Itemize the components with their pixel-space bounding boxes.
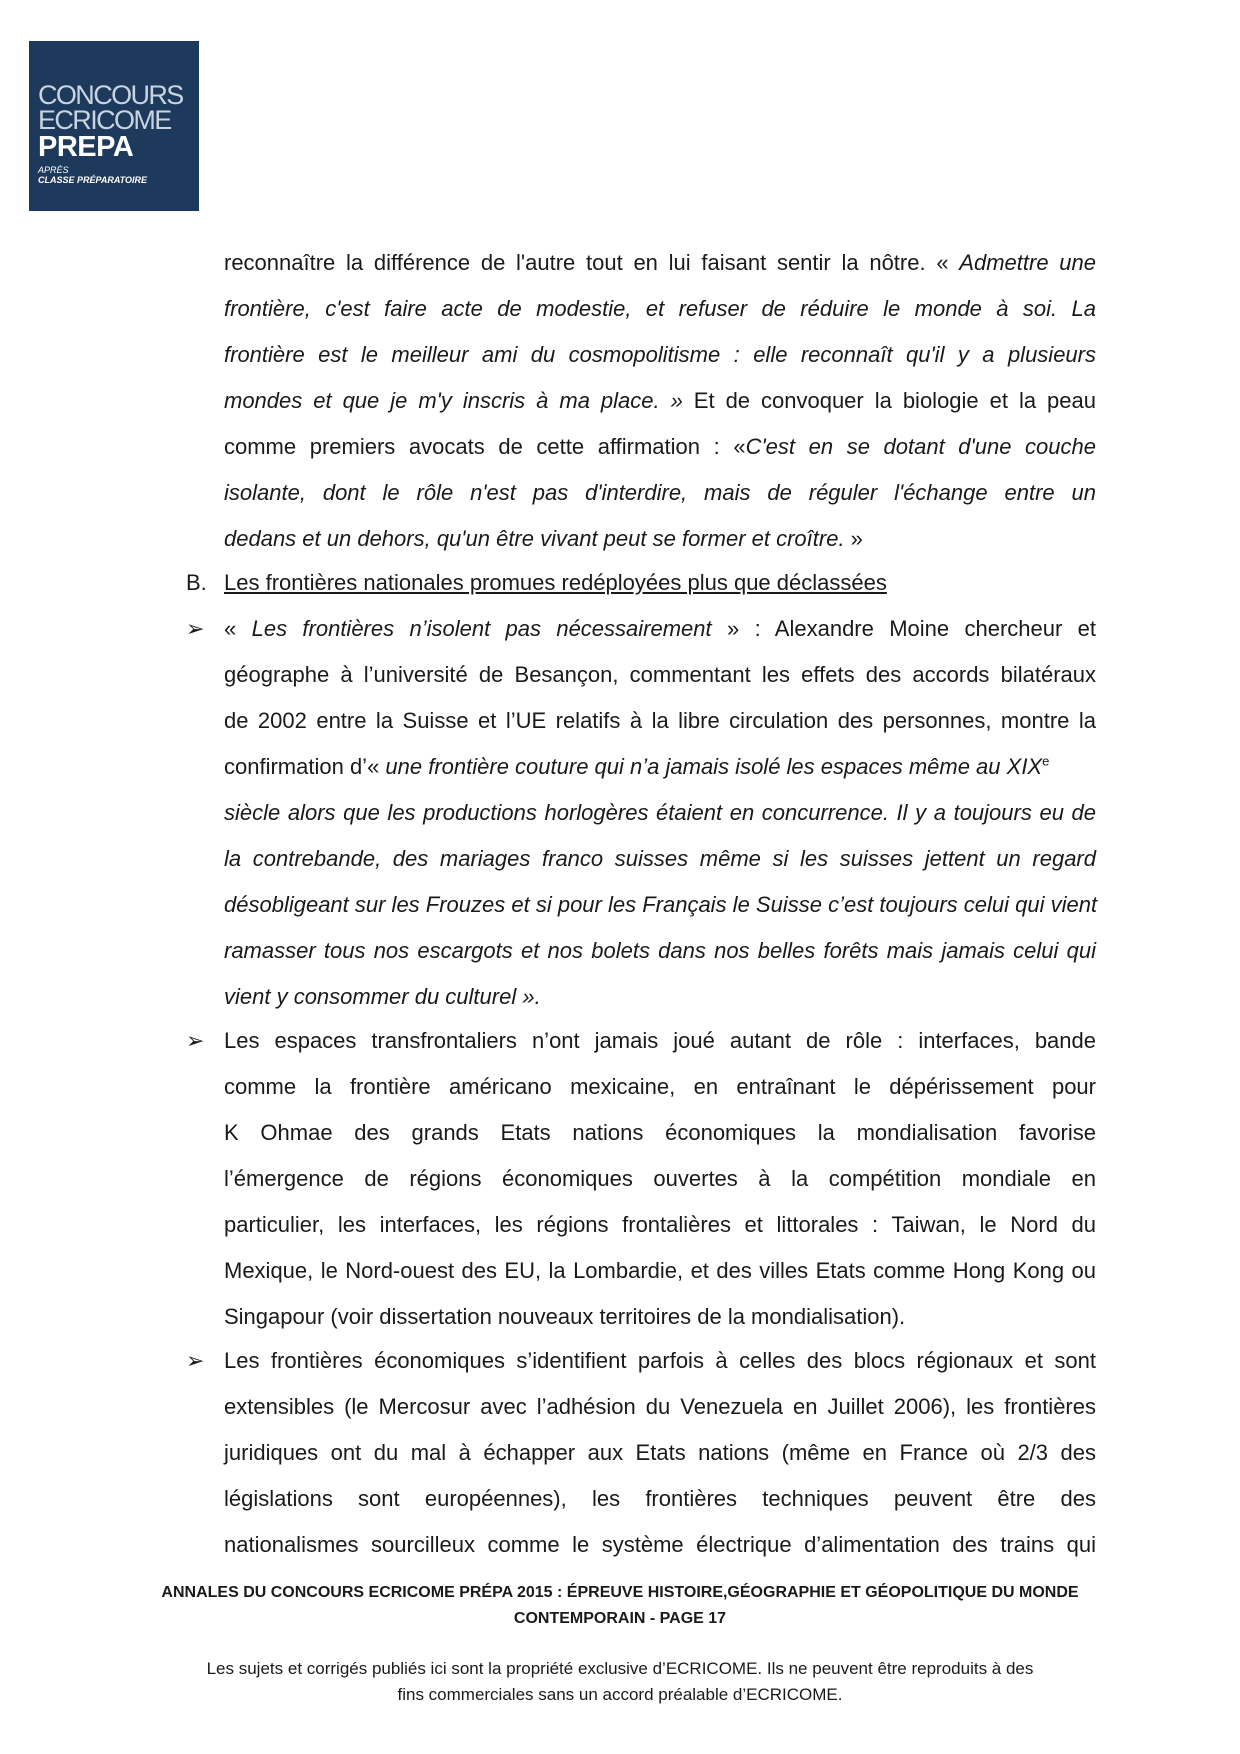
quote-text: C'est en se dotant d'une couche [745,434,1096,459]
body-text: » [844,526,863,551]
text-line [224,1392,1096,1422]
quote-text: vient y consommer du culturel ». [224,984,541,1009]
logo-line-prepa: PREPA [38,131,134,163]
quote-text: mondes et que je m'y inscris à ma place. » [224,388,683,413]
text-line [224,478,1096,508]
text-line [224,1438,1096,1468]
quote-text: Admettre une [959,250,1096,275]
text-line [224,1302,1096,1332]
text-line [224,1164,1096,1194]
body-text: Mexique, le Nord-ouest des EU, la Lombardie, et des villes Etats comme Hong Kong ou [224,1258,1096,1283]
text-line [224,614,1096,644]
section-b-marker: B. [186,570,207,595]
quote-text: une frontière couture qui n’a jamais isolé les espaces même au XIX [385,754,1043,779]
body-text: Les espaces transfrontaliers n’ont jamais joué autant de rôle : interfaces, bande [224,1028,1096,1053]
text-line [224,1210,1096,1240]
body-text: Et de convoquer la biologie et la peau [682,388,1096,413]
logo-line-classe: CLASSE PRÉPARATOIRE [38,175,148,185]
quote-text: siècle alors que les productions horlogères étaient en concurrence. Il y a toujours eu de [224,800,1096,825]
quote-text: ramasser tous nos escargots et nos bolets dans nos belles forêts mais jamais celui qui [224,938,1096,963]
quote-text: désobligeant sur les Frouzes et si pour les Français le Suisse c’est toujours celui qui vient [224,892,1098,917]
body-text: extensibles (le Mercosur avec l’adhésion du Venezuela en Juillet 2006), les frontières [224,1394,1096,1419]
body-text: confirmation d’« [224,754,386,779]
logo-line-apres: APRÈS [38,165,69,175]
footer-title-line-1: ANNALES DU CONCOURS ECRICOME PRÉPA 2015 : ÉPREUVE HISTOIRE,GÉOGRAPHIE ET GÉOPOLITIQUE DU MONDE [161,1584,1079,1601]
text-line [224,982,1096,1012]
logo-line-ecricome: ECRICOME [38,105,171,135]
body-text: l’émergence de régions économiques ouvertes à la compétition mondiale en [224,1166,1096,1191]
body-text: nationalismes sourcilleux comme le système électrique d’alimentation des trains qui [224,1532,1096,1557]
footer-note-line-1: Les sujets et corrigés publiés ici sont la propriété exclusive d’ECRICOME. Ils ne peuvent être reproduits à des [206,1659,1034,1678]
text-line [224,524,1096,554]
quote-text: dedans et un dehors, qu'un être vivant peut se former et croître. [224,526,845,551]
quote-text: la contrebande, des mariages franco suisses même si les suisses jettent un regard [224,846,1096,871]
body-text: Les frontières économiques s’identifient parfois à celles des blocs régionaux et sont [224,1348,1096,1373]
quote-text: e [1042,753,1050,769]
text-line [224,432,1096,462]
text-line [224,1530,1096,1560]
body-text: juridiques ont du mal à échapper aux Etats nations (même en France où 2/3 des [224,1440,1096,1465]
logo-line-concours: CONCOURS [38,80,183,110]
body-text: particulier, les interfaces, les régions frontalières et littorales : Taiwan, le Nord du [224,1212,1096,1237]
text-line [224,248,1096,278]
quote-text: Les frontières n’isolent pas nécessairement [251,616,712,641]
body-text: Singapour (voir dissertation nouveaux territoires de la mondialisation). [224,1304,906,1329]
text-line [224,1256,1096,1286]
text-line [224,660,1096,690]
concours-ecricome-logo [29,41,199,211]
text-line [224,1026,1096,1056]
body-text: reconnaître la différence de l'autre tout en lui faisant sentir la nôtre. « [224,250,960,275]
text-line [224,798,1096,828]
section-b-title: Les frontières nationales promues redéployées plus que déclassées [224,570,887,595]
bullet-arrow-icon: ➢ [186,1028,205,1053]
bullet-arrow-icon: ➢ [186,1348,205,1373]
quote-text: frontière est le meilleur ami du cosmopolitisme : elle reconnaît qu'il y a plusieurs [224,342,1096,367]
body-text: comme la frontière américano mexicaine, en entraînant le dépérissement pour [224,1074,1096,1099]
body-text: législations sont européennes), les frontières techniques peuvent être des [224,1486,1096,1511]
text-line [224,1346,1096,1376]
text-line [224,294,1096,324]
footer-title-line-2: CONTEMPORAIN - PAGE 17 [513,1610,727,1627]
body-text: de 2002 entre la Suisse et l’UE relatifs à la libre circulation des personnes, montre la [224,708,1096,733]
text-line [224,1118,1096,1148]
text-line [224,890,1096,920]
body-text: « [224,616,252,641]
text-line [224,1484,1096,1514]
text-line [224,340,1096,370]
text-line [224,386,1096,416]
text-line [224,844,1096,874]
text-line [224,936,1096,966]
body-text: K Ohmae des grands Etats nations économiques la mondialisation favorise [224,1120,1096,1145]
quote-text: isolante, dont le rôle n'est pas d'interdire, mais de réguler l'échange entre un [224,480,1096,505]
text-line [224,706,1096,736]
quote-text: frontière, c'est faire acte de modestie, et refuser de réduire le monde à soi. La [224,296,1096,321]
bullet-arrow-icon: ➢ [186,616,205,641]
body-text: géographe à l’université de Besançon, commentant les effets des accords bilatéraux [224,662,1096,687]
text-line [224,1072,1096,1102]
footer-note-line-2: fins commerciales sans un accord préalable d’ECRICOME. [397,1685,843,1704]
text-line [224,752,1096,782]
body-text: comme premiers avocats de cette affirmation : « [224,434,746,459]
body-text: » : Alexandre Moine chercheur et [711,616,1096,641]
